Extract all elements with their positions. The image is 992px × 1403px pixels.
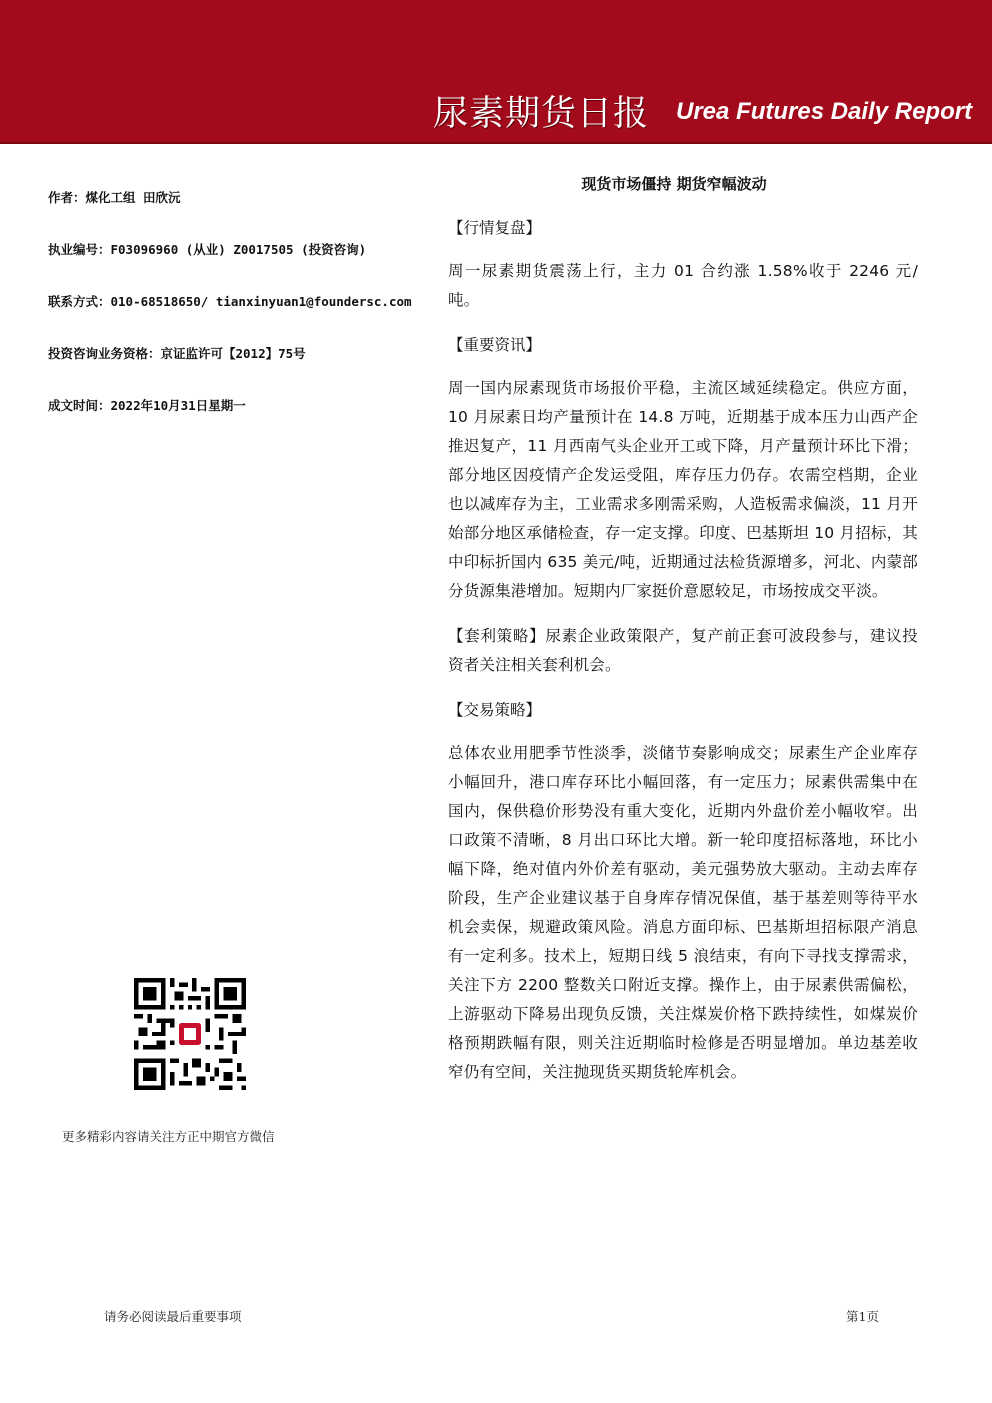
- date-line: 成文时间：2022年10月31日星期一: [48, 398, 246, 413]
- section-news-heading: 【重要资讯】: [448, 336, 542, 354]
- news-text: 周一国内尿素现货市场报价平稳，主流区域延续稳定。供应方面，10 月尿素日均产量预计在 14.8 万吨，近期基于成本压力山西产企推迟复产，11 月西南气头企业开工或下降，月产量预计环比下滑；部分地区因疫情产企发运受阻，库存压力仍存。农需空档期，企业也以减库存为主，工业需求多刚需采购，人造板需求偏淡，11 月开始部分地区承储检查，存一定支撑。印度、巴基斯坦 10 月招标，其中印标折国内 635 美元/吨，近期通过法检货源增多，河北、内蒙部分货源集港增加。短期内厂家挺价意愿较足，市场按成交平淡。: [448, 379, 918, 600]
- author-info: [48, 188, 438, 448]
- contact-line: 联系方式：010-68518650/ tianxinyuan1@foundersc.com: [48, 294, 412, 309]
- market-review-text: 周一尿素期货震荡上行，主力 01 合约涨 1.58%收于 2246 元/吨。: [448, 262, 918, 309]
- section-trading-heading: 【交易策略】: [448, 701, 542, 719]
- arbitrage-text: 尿素企业政策限产，复产前正套可波段参与，建议投资者关注相关套利机会。: [448, 627, 919, 674]
- arbitrage-paragraph: [448, 622, 918, 680]
- section-arbitrage-heading: 【套利策略】: [448, 627, 546, 645]
- qr-caption: 更多精彩内容请关注方正中期官方微信: [62, 1129, 275, 1144]
- article-title: 现货市场僵持 期货窄幅波动: [581, 175, 767, 193]
- report-title-en: Urea Futures Daily Report: [676, 98, 973, 125]
- report-title-cn: 尿素期货日报: [433, 94, 650, 134]
- trading-text: 总体农业用肥季节性淡季，淡储节奏影响成交；尿素生产企业库存小幅回升，港口库存环比小幅回落，有一定压力；尿素供需集中在国内，保供稳价形势没有重大变化，近期内外盘价差小幅收窄。出口政策不清晰，8 月出口环比大增。新一轮印度招标落地，环比小幅下降，绝对值内外价差有驱动，美元强势放大驱动。主动去库存阶段，生产企业建议基于自身库存情况保值，基于基差则等待平水机会卖保，规避政策风险。消息方面印标、巴基斯坦招标限产消息有一定利多。技术上，短期日线 5 浪结束，有向下寻找支撑需求，关注下方 2200 整数关口附近支撑。操作上，由于尿素供需偏松，上游驱动下降易出现负反馈，关注煤炭价格下跌持续性，如煤炭价格预期跌幅有限，则关注近期临时检修是否明显增加。单边基差收窄仍有空间，关注抛现货买期货轮库机会。: [448, 744, 918, 1081]
- qualification-line: 投资咨询业务资格：京证监许可【2012】75号: [48, 346, 306, 361]
- author-line: 作者：煤化工组 田欣沅: [48, 190, 181, 205]
- page-number: 第1页: [846, 1309, 879, 1324]
- license-line: 执业编号：F03096960 (从业) Z0017505 (投资咨询): [48, 242, 367, 257]
- section-market-review-heading: 【行情复盘】: [448, 219, 542, 237]
- article-body: [448, 170, 918, 1087]
- header-divider: [0, 142, 992, 144]
- footer-notice: 请务必阅读最后重要事项: [104, 1309, 242, 1324]
- wechat-qr-code: [134, 978, 246, 1090]
